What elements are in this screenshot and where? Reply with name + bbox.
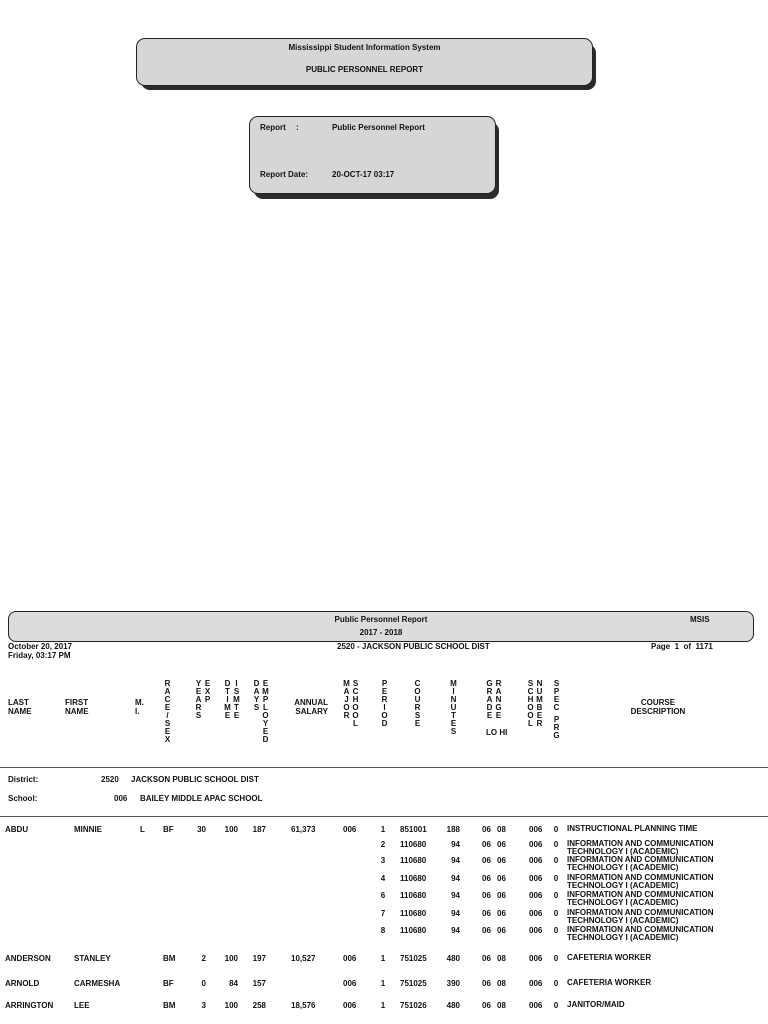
employee-last-name: ABDU <box>5 825 29 834</box>
assignment-period: 8 <box>380 926 386 935</box>
employee-years: 2 <box>201 954 206 963</box>
employee-fte: 100 <box>224 825 238 834</box>
assignment-description-line: INFORMATION AND COMMUNICATION <box>567 839 714 848</box>
employee-days: 197 <box>252 954 266 963</box>
assignment-grade-hi: 08 <box>497 979 506 988</box>
assignment-period: 2 <box>380 840 386 849</box>
district-name: JACKSON PUBLIC SCHOOL DIST <box>131 775 259 784</box>
assignment-minutes: 480 <box>446 1001 460 1010</box>
assignment-period: 1 <box>380 979 386 988</box>
assignment-minutes: 94 <box>451 874 460 883</box>
report-separator: : <box>296 123 299 132</box>
assignment-spec-prg: 0 <box>553 979 559 988</box>
assignment-course: 110680 <box>400 840 427 849</box>
col-school-number-b: N U M B E R <box>536 679 543 728</box>
assignment-grade-hi: 06 <box>497 840 506 849</box>
assignment-description-line: TECHNOLOGY I (ACADEMIC) <box>567 916 679 925</box>
col-last-name <box>8 698 32 716</box>
assignment-description-line: INFORMATION AND COMMUNICATION <box>567 873 714 882</box>
assignment-course: 110680 <box>400 926 427 935</box>
employee-last-name: ARNOLD <box>5 979 40 988</box>
col-mi <box>135 698 144 716</box>
col-years-a: Y E A R S <box>195 679 202 720</box>
assignment-period: 1 <box>380 825 386 834</box>
assignment-description-line: TECHNOLOGY I (ACADEMIC) <box>567 898 679 907</box>
assignment-school: 006 <box>529 840 543 849</box>
employee-salary: 18,576 <box>291 1001 316 1010</box>
assignment-grade-lo: 06 <box>482 926 491 935</box>
employee-first-name: CARMESHA <box>74 979 121 988</box>
district-label: District: <box>8 775 39 784</box>
assignment-description <box>567 856 714 872</box>
assignment-course: 110680 <box>400 874 427 883</box>
employee-major: 006 <box>343 1001 357 1010</box>
header-divider <box>0 767 768 768</box>
system-title: Mississippi Student Information System <box>288 43 441 52</box>
assignment-course: 110680 <box>400 856 427 865</box>
assignment-description-line: INFORMATION AND COMMUNICATION <box>567 925 714 934</box>
assignment-grade-hi: 06 <box>497 891 506 900</box>
col-period: P E R I O D <box>381 679 388 728</box>
employee-last-name: ARRINGTON <box>5 1001 54 1010</box>
col-grade: G R A D E <box>486 679 493 720</box>
assignment-spec-prg: 0 <box>553 840 559 849</box>
assignment-school: 006 <box>529 874 543 883</box>
assignment-grade-lo: 06 <box>482 891 491 900</box>
col-annual-salary-line1: ANNUAL <box>294 698 328 707</box>
assignment-minutes: 480 <box>446 954 460 963</box>
employee-race-sex: BF <box>163 979 174 988</box>
assignment-grade-hi: 08 <box>497 1001 506 1010</box>
employee-major: 006 <box>343 979 357 988</box>
assignment-description-line: INSTRUCTIONAL PLANNING TIME <box>567 824 698 833</box>
assignment-description <box>567 926 714 942</box>
col-first-name <box>65 698 89 716</box>
employee-days: 258 <box>252 1001 266 1010</box>
assignment-course: 110680 <box>400 891 427 900</box>
assignment-grade-lo: 06 <box>482 874 491 883</box>
col-major: M A J O R <box>343 679 350 720</box>
col-last-name-line1: LAST <box>8 698 29 707</box>
section-divider <box>0 816 768 817</box>
assignment-grade-lo: 06 <box>482 856 491 865</box>
assignment-description <box>567 1001 625 1009</box>
col-dt-b: I S M T E <box>233 679 240 720</box>
employee-days: 157 <box>252 979 266 988</box>
col-annual-salary <box>280 698 328 716</box>
col-minutes: M I N U T E S <box>450 679 457 736</box>
run-date: October 20, 2017 <box>8 642 73 651</box>
col-mi-line2: I. <box>135 707 140 716</box>
assignment-school: 006 <box>529 979 543 988</box>
assignment-spec-prg: 0 <box>553 891 559 900</box>
col-course-description <box>598 698 718 716</box>
assignment-course: 110680 <box>400 909 427 918</box>
assignment-period: 1 <box>380 954 386 963</box>
info-box <box>249 116 496 194</box>
assignment-period: 3 <box>380 856 386 865</box>
employee-first-name: STANLEY <box>74 954 111 963</box>
col-days-b: E M P L O Y E D <box>262 679 269 744</box>
assignment-description-line: INFORMATION AND COMMUNICATION <box>567 890 714 899</box>
school-label: School: <box>8 794 38 803</box>
col-course-description-line2: DESCRIPTION <box>630 707 686 716</box>
assignment-course: 751026 <box>400 1001 427 1010</box>
page-total: 1171 <box>695 642 713 651</box>
page-header-title: Public Personnel Report <box>334 615 428 624</box>
col-first-name-line2: NAME <box>65 707 89 716</box>
col-spec: S P E C <box>553 679 560 712</box>
page-label: Page <box>651 642 671 651</box>
col-years-b: E X P <box>204 679 211 704</box>
assignment-description <box>567 825 698 833</box>
employee-fte: 100 <box>224 954 238 963</box>
report-label: Report <box>260 123 286 132</box>
assignment-description-line: CAFETERIA WORKER <box>567 953 652 962</box>
employee-days: 187 <box>252 825 266 834</box>
assignment-grade-lo: 06 <box>482 954 491 963</box>
col-annual-salary-line2: SALARY <box>295 707 328 716</box>
assignment-minutes: 94 <box>451 856 460 865</box>
assignment-period: 1 <box>380 1001 386 1010</box>
district-code: 2520 <box>101 775 119 784</box>
report-value: Public Personnel Report <box>332 123 425 132</box>
col-first-name-line1: FIRST <box>65 698 89 707</box>
employee-first-name: MINNIE <box>74 825 102 834</box>
assignment-spec-prg: 0 <box>553 954 559 963</box>
assignment-spec-prg: 0 <box>553 909 559 918</box>
page-number: 1 <box>674 642 680 651</box>
col-dt-a: D T I M E <box>224 679 231 720</box>
assignment-description <box>567 891 714 907</box>
assignment-description-line: TECHNOLOGY I (ACADEMIC) <box>567 863 679 872</box>
assignment-description-line: TECHNOLOGY I (ACADEMIC) <box>567 847 679 856</box>
assignment-school: 006 <box>529 856 543 865</box>
assignment-description <box>567 954 651 962</box>
assignment-description-line: TECHNOLOGY I (ACADEMIC) <box>567 881 679 890</box>
run-weekday-time: Friday, 03:17 PM <box>8 651 71 660</box>
employee-last-name: ANDERSON <box>5 954 51 963</box>
assignment-school: 006 <box>529 825 543 834</box>
assignment-course: 751025 <box>400 954 427 963</box>
page-of: of <box>683 642 692 651</box>
assignment-period: 7 <box>380 909 386 918</box>
employee-race-sex: BF <box>163 825 174 834</box>
assignment-grade-hi: 06 <box>497 856 506 865</box>
assignment-school: 006 <box>529 1001 543 1010</box>
page-header-year: 2017 - 2018 <box>359 628 403 637</box>
assignment-school: 006 <box>529 954 543 963</box>
assignment-description <box>567 979 651 987</box>
employee-years: 3 <box>201 1001 206 1010</box>
col-mi-line1: M. <box>135 698 144 707</box>
assignment-grade-hi: 06 <box>497 926 506 935</box>
assignment-school: 006 <box>529 909 543 918</box>
school-code: 006 <box>114 794 128 803</box>
col-course-description-line1: COURSE <box>640 698 676 707</box>
employee-major: 006 <box>343 954 357 963</box>
assignment-period: 4 <box>380 874 386 883</box>
assignment-spec-prg: 0 <box>553 874 559 883</box>
assignment-minutes: 94 <box>451 909 460 918</box>
district-header: 2520 - JACKSON PUBLIC SCHOOL DIST <box>337 642 490 651</box>
page-header-box <box>8 611 754 642</box>
assignment-description-line: CAFETERIA WORKER <box>567 978 652 987</box>
col-range: R A N G E <box>495 679 502 720</box>
assignment-grade-lo: 06 <box>482 840 491 849</box>
assignment-course: 851001 <box>400 825 427 834</box>
assignment-grade-hi: 08 <box>497 825 506 834</box>
assignment-spec-prg: 0 <box>553 856 559 865</box>
report-title: PUBLIC PERSONNEL REPORT <box>305 65 424 74</box>
col-prg: P R G <box>553 715 560 740</box>
employee-race-sex: BM <box>163 1001 176 1010</box>
assignment-minutes: 390 <box>446 979 460 988</box>
assignment-minutes: 94 <box>451 891 460 900</box>
col-school: S C H O O L <box>352 679 359 728</box>
col-last-name-line2: NAME <box>8 707 32 716</box>
assignment-grade-lo: 06 <box>482 1001 491 1010</box>
employee-first-name: LEE <box>74 1001 90 1010</box>
assignment-period: 6 <box>380 891 386 900</box>
employee-salary: 61,373 <box>291 825 316 834</box>
assignment-description-line: INFORMATION AND COMMUNICATION <box>567 908 714 917</box>
employee-major: 006 <box>343 825 357 834</box>
assignment-description-line: TECHNOLOGY I (ACADEMIC) <box>567 933 679 942</box>
col-school-number-a: S C H O O L <box>527 679 534 728</box>
assignment-grade-hi: 06 <box>497 874 506 883</box>
assignment-description-line: INFORMATION AND COMMUNICATION <box>567 855 714 864</box>
employee-race-sex: BM <box>163 954 176 963</box>
assignment-description-line: JANITOR/MAID <box>567 1000 625 1009</box>
assignment-spec-prg: 0 <box>553 1001 559 1010</box>
assignment-minutes: 188 <box>446 825 460 834</box>
assignment-course: 751025 <box>400 979 427 988</box>
assignment-description <box>567 874 714 890</box>
employee-middle-initial: L <box>140 825 145 834</box>
page-header-brand: MSIS <box>690 615 710 624</box>
assignment-grade-hi: 06 <box>497 909 506 918</box>
assignment-minutes: 94 <box>451 840 460 849</box>
assignment-grade-hi: 08 <box>497 954 506 963</box>
assignment-school: 006 <box>529 926 543 935</box>
col-lo-hi: LO HI <box>486 728 508 737</box>
employee-fte: 84 <box>229 979 238 988</box>
col-race-sex: R A C E / S E X <box>164 679 171 744</box>
assignment-grade-lo: 06 <box>482 979 491 988</box>
col-days-a: D A Y S <box>253 679 260 712</box>
employee-salary: 10,527 <box>291 954 316 963</box>
assignment-school: 006 <box>529 891 543 900</box>
school-name: BAILEY MIDDLE APAC SCHOOL <box>140 794 263 803</box>
assignment-grade-lo: 06 <box>482 825 491 834</box>
employee-fte: 100 <box>224 1001 238 1010</box>
report-date-value: 20-OCT-17 03:17 <box>332 170 395 179</box>
employee-years: 30 <box>197 825 206 834</box>
employee-years: 0 <box>201 979 206 988</box>
assignment-description <box>567 840 714 856</box>
assignment-minutes: 94 <box>451 926 460 935</box>
page-indicator <box>651 642 713 651</box>
col-course: C O U R S E <box>414 679 421 728</box>
title-box <box>136 38 593 86</box>
assignment-grade-lo: 06 <box>482 909 491 918</box>
report-date-label: Report Date: <box>260 170 309 179</box>
assignment-spec-prg: 0 <box>553 926 559 935</box>
assignment-description <box>567 909 714 925</box>
assignment-spec-prg: 0 <box>553 825 559 834</box>
